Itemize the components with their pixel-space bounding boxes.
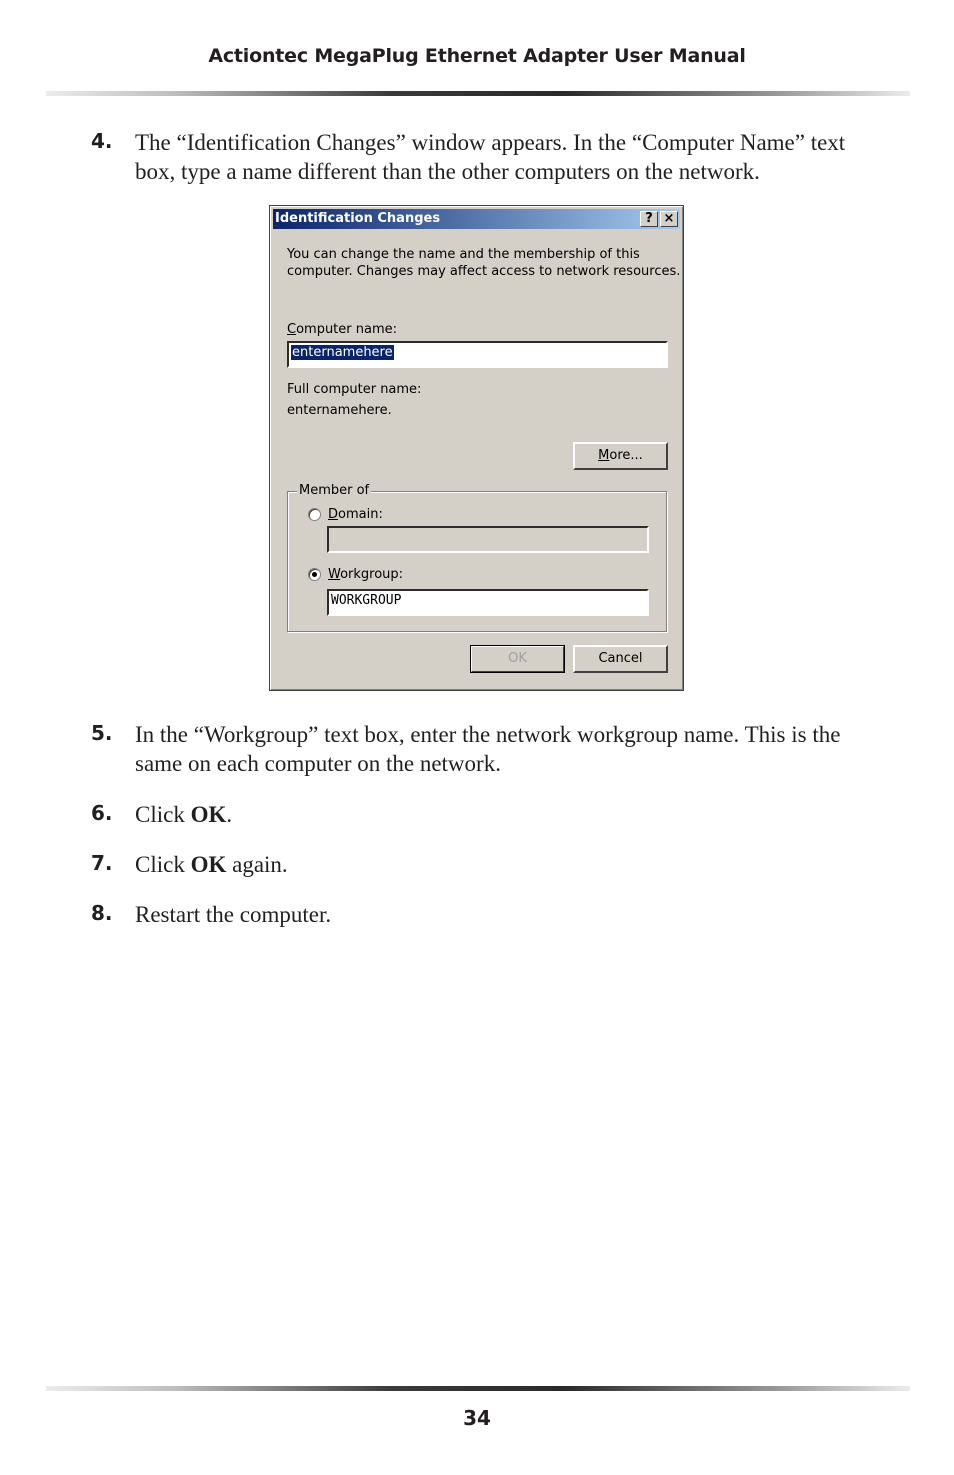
help-icon: ?	[645, 211, 653, 226]
step-text-prefix: Click	[135, 852, 191, 877]
workgroup-label-rest: orkgroup:	[340, 567, 404, 582]
domain-label-rest: omain:	[338, 507, 383, 522]
step-text	[135, 800, 871, 829]
workgroup-input[interactable]: WORKGROUP	[327, 589, 649, 616]
step-number: 6.	[91, 801, 113, 825]
workgroup-radio[interactable]	[308, 568, 321, 581]
step-text	[135, 850, 871, 879]
footer-rule	[46, 1386, 910, 1391]
step-number: 8.	[91, 901, 113, 925]
dialog-description-line-2: computer. Changes may affect access to network resources.	[287, 264, 681, 279]
step-text: In the “Workgroup” text box, enter the network workgroup name. This is the same on each computer on the network.	[135, 722, 841, 776]
step-text-bold: OK	[190, 852, 227, 877]
domain-accel: D	[328, 507, 339, 522]
workgroup-accel: W	[328, 567, 341, 582]
computer-name-label-rest: omputer name:	[296, 322, 398, 337]
step-number: 4.	[91, 129, 113, 153]
more-button[interactable]	[573, 442, 668, 470]
help-button[interactable]	[640, 211, 658, 227]
step-text: The “Identification Changes” window appears. In the “Computer Name” text box, type a name different than the other computers on the network.	[135, 130, 846, 184]
step-8	[91, 900, 871, 929]
workgroup-label	[328, 567, 403, 582]
step-number: 7.	[91, 851, 113, 875]
step-6	[91, 800, 871, 829]
ok-button[interactable]: OK	[470, 645, 565, 673]
full-computer-name-value: enternamehere.	[287, 403, 392, 418]
step-text-suffix: .	[226, 802, 233, 827]
more-button-label-rest: ore...	[609, 448, 643, 463]
step-text-prefix: Click	[135, 802, 191, 827]
step-7	[91, 850, 871, 879]
cancel-button[interactable]: Cancel	[573, 645, 668, 673]
page-number: 34	[463, 1406, 491, 1430]
identification-changes-dialog	[269, 205, 684, 691]
domain-label	[328, 507, 383, 522]
domain-input[interactable]	[327, 526, 649, 553]
step-5	[91, 720, 871, 778]
computer-name-label	[287, 321, 397, 338]
dialog-title-bar	[273, 209, 680, 229]
header-rule	[46, 91, 910, 96]
step-4	[91, 128, 871, 186]
close-icon: ×	[663, 211, 675, 226]
domain-radio[interactable]	[308, 508, 321, 521]
dialog-description-line-1: You can change the name and the membership of this	[287, 247, 640, 262]
manual-title: Actiontec MegaPlug Ethernet Adapter User Manual	[208, 45, 746, 67]
computer-name-value: enternamehere	[292, 345, 393, 360]
step-text-bold: OK	[190, 802, 227, 827]
step-text-suffix: again.	[226, 852, 288, 877]
close-button[interactable]	[660, 211, 678, 227]
step-text: Restart the computer.	[135, 902, 332, 927]
more-button-accel: M	[598, 448, 610, 463]
step-number: 5.	[91, 721, 113, 745]
full-computer-name-label: Full computer name:	[287, 382, 422, 397]
member-of-label: Member of	[299, 483, 370, 498]
computer-name-input[interactable]	[287, 341, 668, 368]
computer-name-accel: C	[287, 322, 297, 337]
dialog-title: Identification Changes	[275, 211, 441, 226]
